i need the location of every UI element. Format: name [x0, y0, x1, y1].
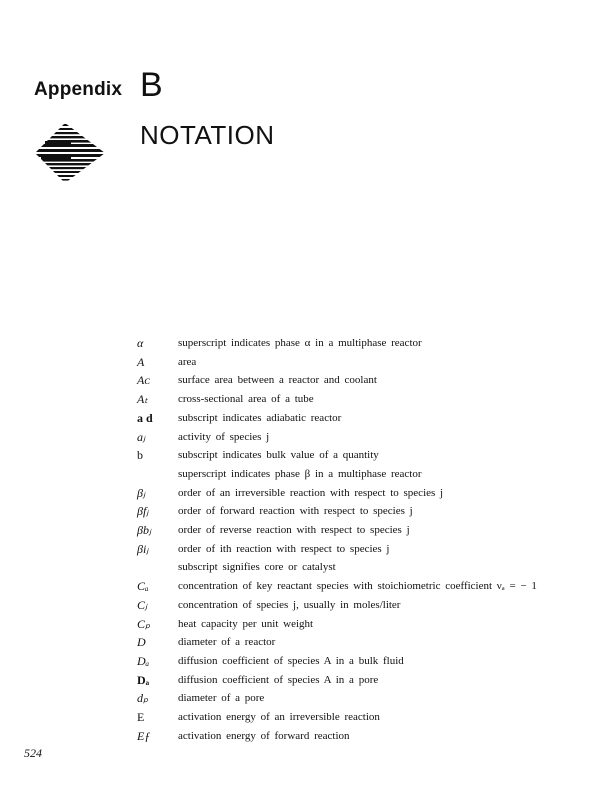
notation-symbol: Eƒ	[137, 728, 151, 743]
notation-row	[0, 502, 605, 520]
notation-symbol: α	[137, 336, 144, 350]
notation-symbol: Cₐ	[137, 579, 149, 594]
notation-row	[0, 615, 605, 633]
notation-description: order of ith reaction with respect to species j	[178, 542, 390, 555]
notation-symbol: Dₐ	[137, 672, 150, 687]
notation-row	[0, 558, 605, 576]
notation-symbol: dₚ	[137, 691, 149, 706]
notation-row	[0, 596, 605, 614]
chapter-title: NOTATION	[140, 120, 275, 150]
notation-symbol: Cₚ	[137, 616, 151, 631]
notation-symbol: βⱼ	[137, 485, 146, 500]
page-number: 524	[24, 746, 42, 760]
notation-description: heat capacity per unit weight	[178, 617, 314, 630]
notation-description: concentration of species j, usually in moles/liter	[178, 598, 401, 611]
notation-row	[0, 371, 605, 389]
notation-description: diffusion coefficient of species A in a bulk fluid	[178, 654, 404, 667]
notation-row	[0, 428, 605, 446]
notation-description: concentration of key reactant species with stoichiometric coefficient νₐ = − 1	[178, 580, 537, 593]
notation-description: order of forward reaction with respect to species j	[178, 505, 413, 518]
notation-row	[0, 689, 605, 707]
notation-row	[0, 708, 605, 726]
notation-description: diameter of a pore	[178, 692, 265, 705]
notation-symbol: a d	[137, 410, 153, 425]
notation-row	[0, 540, 605, 558]
notation-description: activation energy of an irreversible reaction	[178, 711, 380, 723]
notation-description: cross-sectional area of a tube	[178, 393, 314, 406]
notation-row	[0, 577, 605, 595]
notation-symbol: Dₐ	[137, 653, 150, 668]
notation-description: subscript indicates adiabatic reactor	[178, 411, 342, 424]
notation-symbol: E	[137, 710, 145, 724]
notation-row	[0, 652, 605, 670]
notation-description: subscript signifies core or catalyst	[178, 561, 336, 574]
notation-description: activation energy of forward reaction	[178, 729, 350, 742]
notation-description: order of an irreversible reaction with respect to species j	[178, 486, 444, 499]
notation-symbol: A	[137, 354, 145, 369]
notation-row	[0, 409, 605, 427]
notation-description: activity of species j	[178, 430, 270, 443]
notation-symbol: b	[137, 448, 143, 463]
notation-description: superscript indicates phase β in a multiphase reactor	[178, 467, 422, 480]
notation-symbol: Aᴄ	[137, 373, 150, 388]
notation-symbol: Cⱼ	[137, 597, 148, 612]
notation-description: superscript indicates phase α in a multiphase reactor	[178, 337, 422, 349]
notation-row	[0, 353, 605, 371]
notation-row	[0, 671, 605, 689]
notation-symbol: βbⱼ	[137, 523, 152, 537]
notation-row	[0, 521, 605, 539]
notation-description: diffusion coefficient of species A in a pore	[178, 673, 379, 686]
notation-symbol: Aₜ	[137, 392, 148, 407]
notation-row	[0, 334, 605, 352]
notation-description: order of reverse reaction with respect to species j	[178, 524, 410, 536]
appendix-label: Appendix	[34, 79, 123, 100]
notation-description: subscript indicates bulk value of a quantity	[178, 449, 379, 462]
notation-row	[0, 446, 605, 464]
notation-row	[0, 484, 605, 502]
notation-description: surface area between a reactor and coolant	[178, 374, 377, 387]
appendix-letter: B	[140, 66, 163, 104]
notation-row	[0, 633, 605, 651]
notation-row	[0, 727, 605, 745]
notation-row	[0, 390, 605, 408]
notation-symbol: D	[137, 635, 146, 650]
notation-symbol: aⱼ	[137, 429, 146, 444]
notation-symbol: βfⱼ	[137, 504, 149, 519]
striped-diamond-emblem-icon	[31, 122, 111, 184]
notation-symbol: βiⱼ	[137, 541, 149, 556]
notation-description: area	[178, 355, 197, 368]
notation-description: diameter of a reactor	[178, 636, 276, 649]
notation-row	[0, 465, 605, 483]
